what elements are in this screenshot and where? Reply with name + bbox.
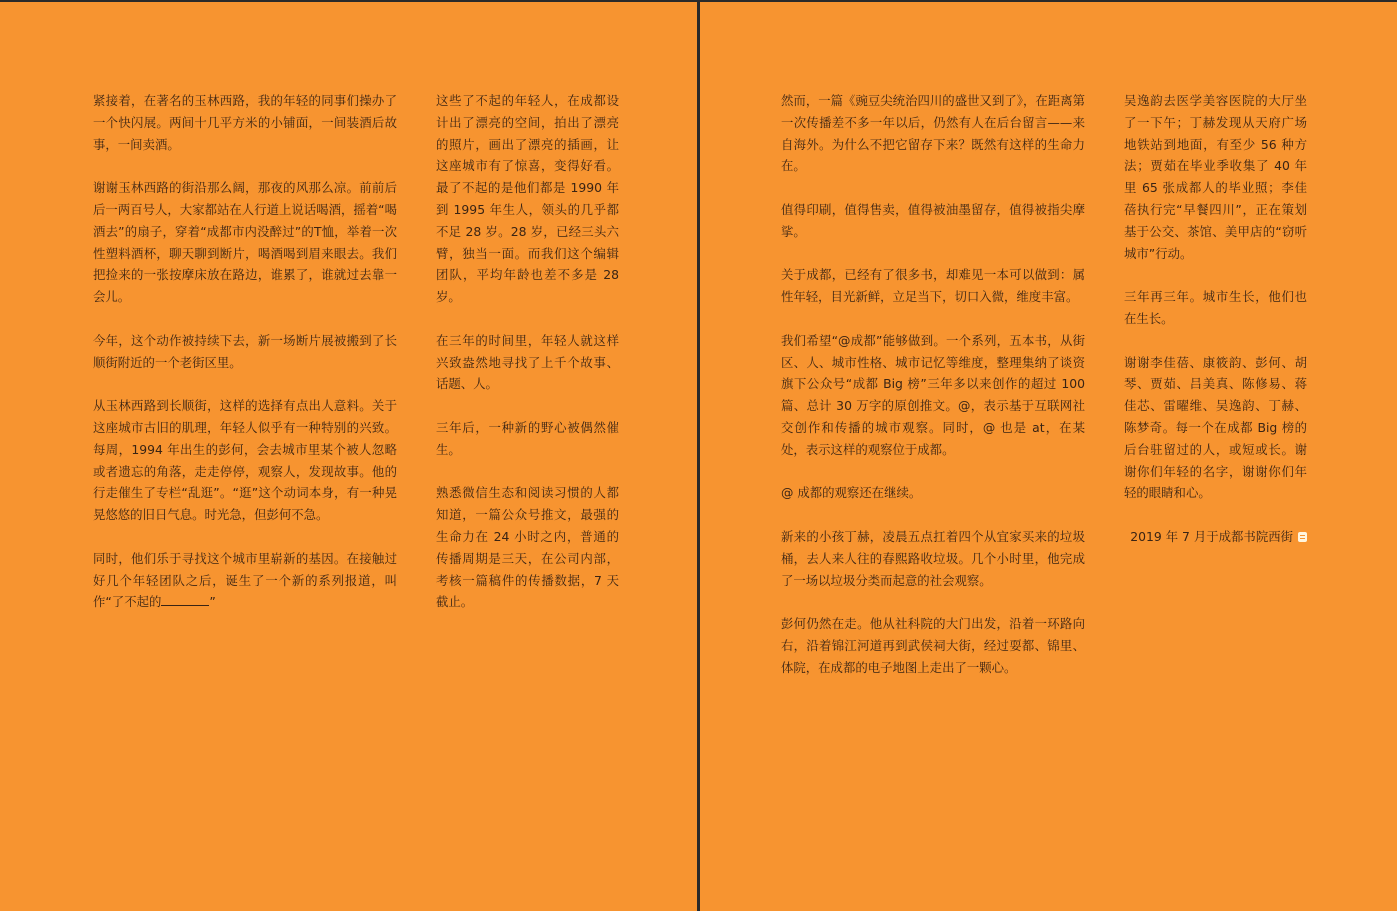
- note-icon[interactable]: [1298, 532, 1307, 542]
- paragraph: 吴逸韵去医学美容医院的大厅坐了一下午；丁赫发现从天府广场地铁站到地面，有至少 56 种方法；贾茹在毕业季收集了 40 年里 65 张成都人的毕业照；李佳蓓执行完“早餐四川”，正在策划基于公交、茶馆、美甲店的“窃听城市”行动。: [1124, 93, 1307, 261]
- paragraph: 我们希望“@成都”能够做到。一个系列，五本书，从街区、人、城市性格、城市记忆等维度，整理集纳了谈资旗下公众号“成都 Big 榜”三年多以来创作的超过 100 篇、总计 30 万字的原创推文。@，表示基于互联网社交创作和传播的城市观察。同时，@ 也是 at，在某处，表示这样的观察位于成都。: [781, 332, 1085, 457]
- paragraph: 谢谢玉林西路的街沿那么阔，那夜的风那么凉。前前后后一两百号人，大家都站在人行道上说话喝酒，摇着“喝酒去”的扇子，穿着“成都市内没醉过”的T恤，举着一次性塑料酒杯，聊天聊到断片，喝酒喝到眉来眼去。我们把捡来的一张按摩床放在路边，谁累了，谁就过去靠一会儿。: [93, 180, 397, 305]
- paragraph: 熟悉微信生态和阅读习惯的人都知道，一篇公众号推文，最强的生命力在 24 小时之内，普通的传播周期是三天，在公司内部，考核一篇稿件的传播数据，7 天截止。: [436, 485, 619, 610]
- signature-line: [1124, 526, 1307, 548]
- paragraph: [93, 548, 397, 613]
- blank-underline: [161, 593, 209, 606]
- paragraph-text: 同时，他们乐于寻找这个城市里崭新的基因。在接触过好几个年轻团队之后，诞生了一个新的系列报道，叫作“了不起的: [93, 550, 397, 610]
- signature-text: 2019 年 7 月于成都书院西街: [1130, 528, 1293, 544]
- left-page-column-1: [93, 90, 397, 635]
- paragraph: 值得印刷，值得售卖，值得被油墨留存，值得被指尖摩挲。: [781, 201, 1085, 239]
- paragraph: 彭何仍然在走。他从社科院的大门出发，沿着一环路向右，沿着锦江河道再到武侯祠大街，经过耍都、锦里、体院，在成都的电子地图上走出了一颗心。: [781, 616, 1085, 675]
- paragraph: 关于成都，已经有了很多书，却难见一本可以做到：属性年轻，目光新鲜，立足当下，切口入微，维度丰富。: [781, 267, 1085, 305]
- paragraph: 然而，一篇《豌豆尖统治四川的盛世又到了》，在距离第一次传播差不多一年以后，仍然有人在后台留言——来自海外。为什么不把它留存下来？既然有这样的生命力在。: [781, 93, 1085, 174]
- paragraph: @ 成都的观察还在继续。: [781, 485, 922, 501]
- paragraph: 新来的小孩丁赫，凌晨五点扛着四个从宜家买来的垃圾桶，去人来人往的春熙路收垃圾。几个小时里，他完成了一场以垃圾分类而起意的社会观察。: [781, 528, 1085, 588]
- closing-quote: ”: [209, 594, 216, 610]
- paragraph: 紧接着，在著名的玉林西路，我的年轻的同事们操办了一个快闪展。两间十几平方米的小铺面，一间装酒后故事，一间卖酒。: [93, 93, 397, 152]
- paragraph: 谢谢李佳蓓、康筱韵、彭何、胡琴、贾茹、吕美真、陈修易、蒋佳芯、雷曜维、吴逸韵、丁赫、陈梦奇。每一个在成都 Big 榜的后台驻留过的人，或短或长。谢谢你们年轻的名字，谢谢你们年轻的眼睛和心。: [1124, 354, 1307, 501]
- left-page-column-2: [436, 90, 619, 635]
- right-page-column-2: [1124, 90, 1307, 570]
- book-spine: [697, 0, 700, 911]
- paragraph: 这些了不起的年轻人，在成都设计出了漂亮的空间，拍出了漂亮的照片，画出了漂亮的插画，让这座城市有了惊喜，变得好看。最了不起的是他们都是 1990 年到 1995 年生人，领头的几乎都不足 28 岁。28 岁，已经三头六臂，独当一面。而我们这个编辑团队，平均年龄也差不多是 28 岁。: [436, 93, 619, 305]
- paragraph: 从玉林西路到长顺街，这样的选择有点出人意料。关于这座城市古旧的肌理，年轻人似乎有一种特别的兴致。每周，1994 年出生的彭何，会去城市里某个被人忽略或者遗忘的角落，走走停停，观察人，发现故事。他的行走催生了专栏“乱逛”。“逛”这个动词本身，有一种晃晃悠悠的旧日气息。时光急，但彭何不急。: [93, 398, 397, 523]
- paragraph: 在三年的时间里，年轻人就这样兴致盎然地寻找了上千个故事、话题、人。: [436, 332, 619, 392]
- paragraph: 三年后，一种新的野心被偶然催生。: [436, 419, 619, 457]
- right-page-column-1: [781, 90, 1085, 700]
- paragraph: 今年，这个动作被持续下去，新一场断片展被搬到了长顺街附近的一个老街区里。: [93, 332, 397, 370]
- paragraph: 三年再三年。城市生长，他们也在生长。: [1124, 289, 1307, 326]
